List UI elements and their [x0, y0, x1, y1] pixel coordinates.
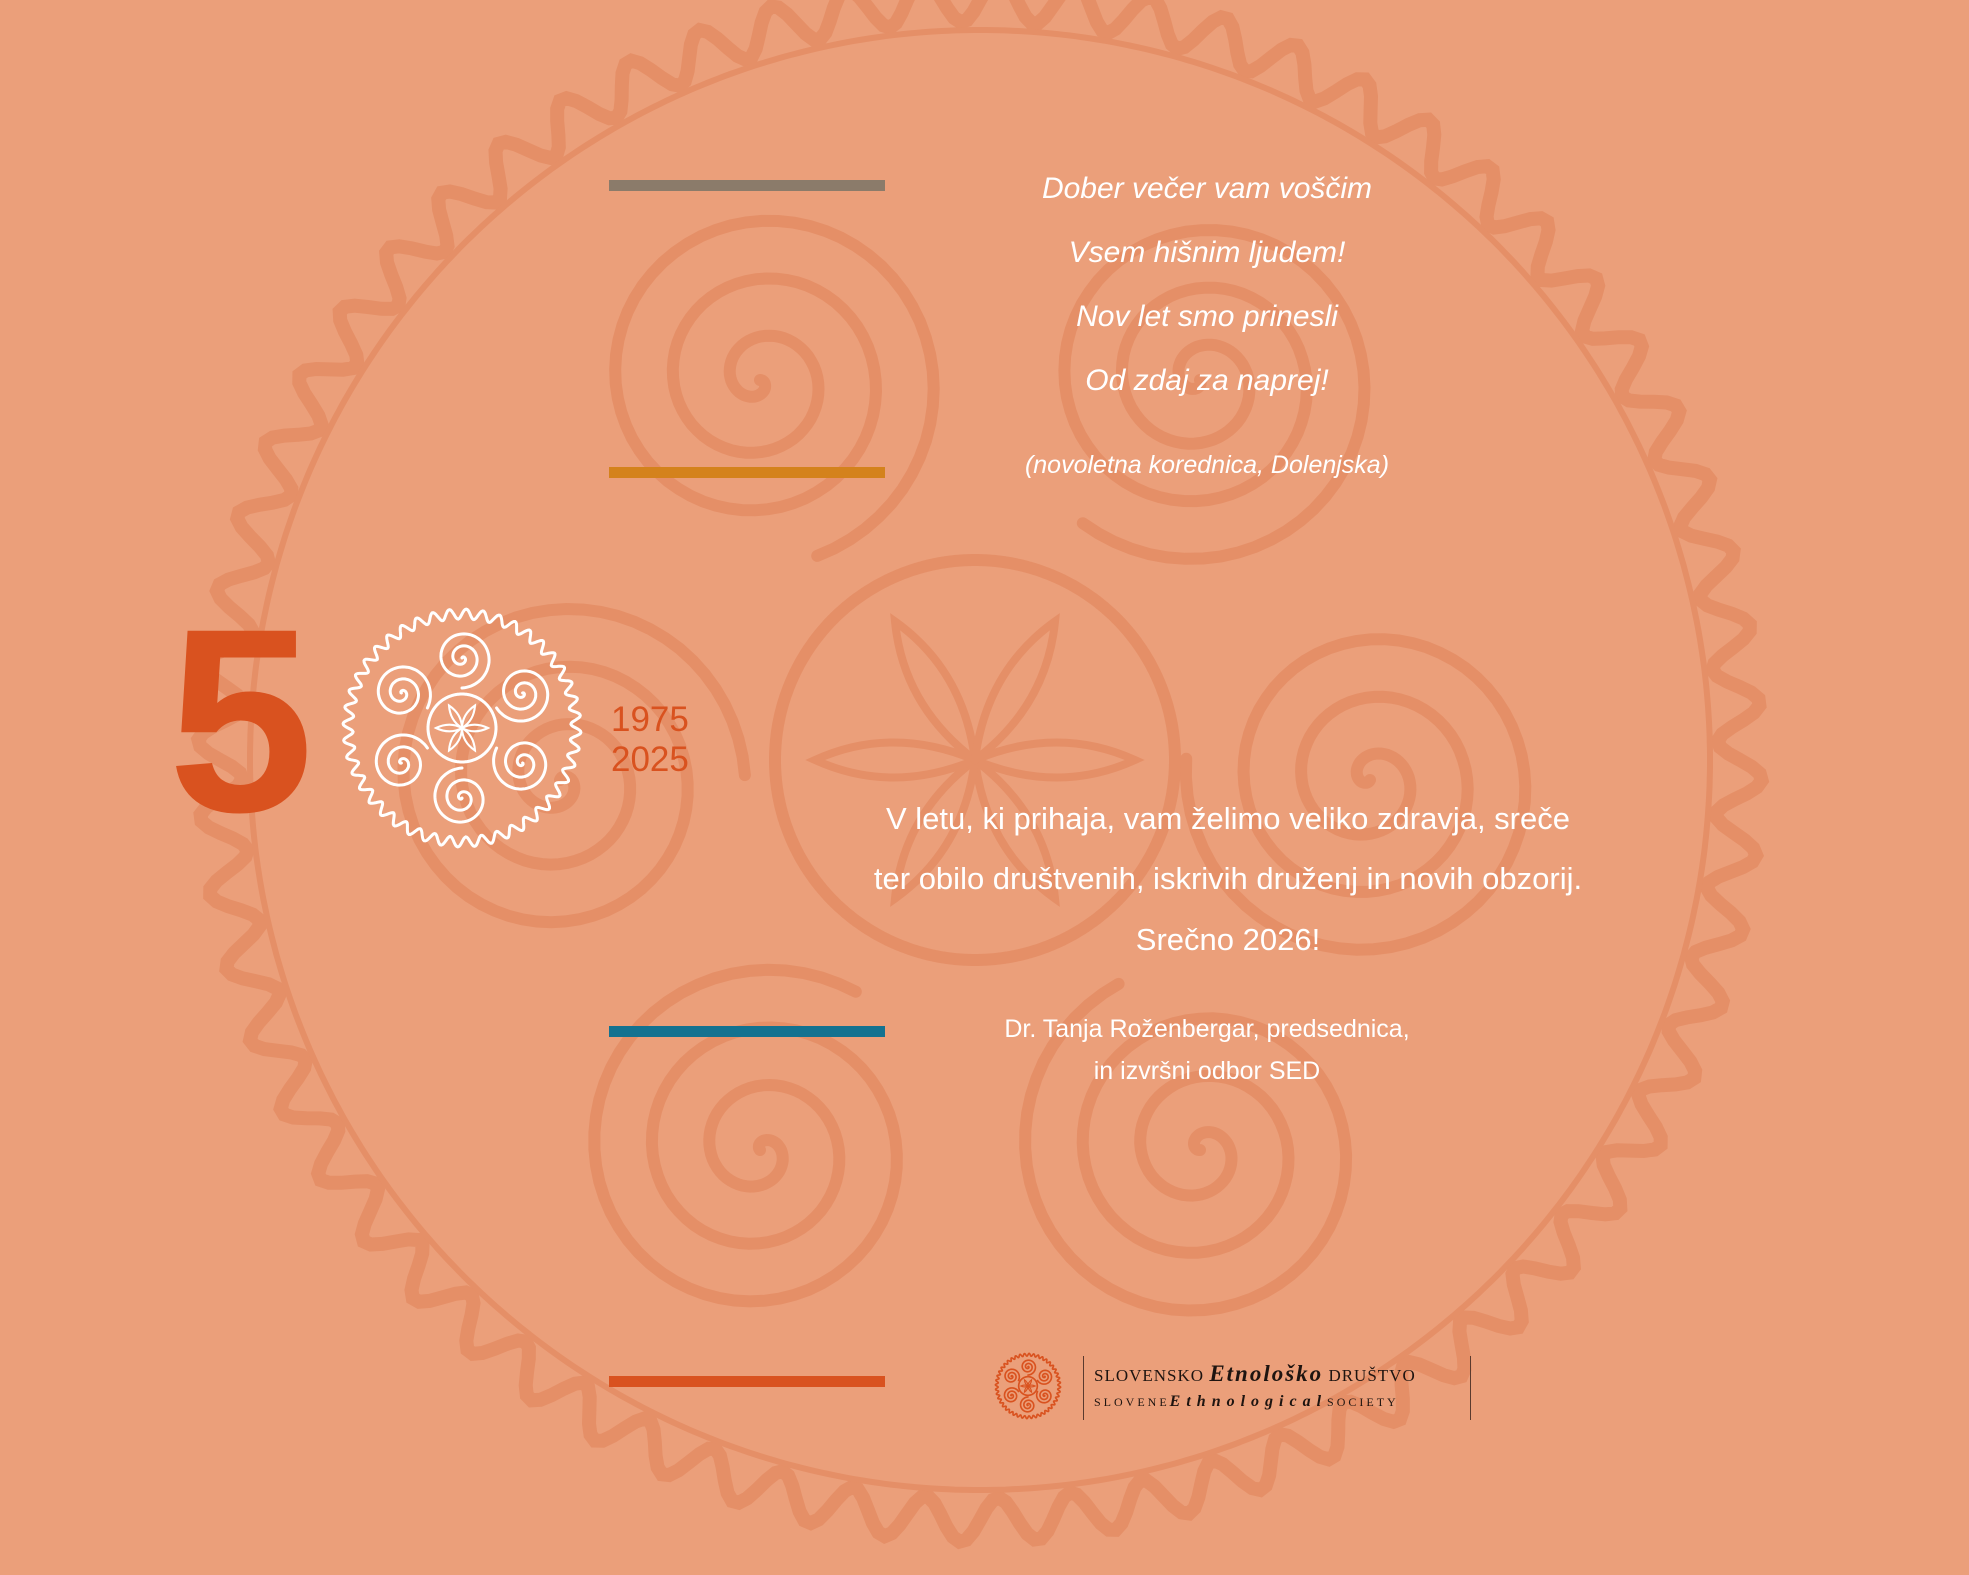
year-start: 1975 [611, 700, 689, 739]
spiral [594, 970, 896, 1302]
poem-line: Vsem hišnim ljudem! [1068, 236, 1346, 269]
logo-word: Etnološko [1209, 1361, 1324, 1386]
signature-line: Dr. Tanja Roženbergar, predsednica, [1004, 1015, 1410, 1043]
anniversary-emblem-icon [338, 604, 586, 852]
spiral [615, 221, 934, 556]
poem-line: Dober večer vam voščim [1041, 172, 1373, 205]
emblem-spiral [1037, 1370, 1051, 1384]
emblem-spiral [1005, 1369, 1019, 1382]
poem-source: (novoletna korednica, Dolenjska) [1024, 451, 1390, 479]
emblem-spiral [1005, 1388, 1019, 1402]
emblem-spiral [376, 735, 427, 785]
year-end: 2025 [611, 740, 689, 779]
emblem-spiral [435, 768, 483, 822]
emblem-spiral [497, 671, 548, 721]
anniversary-number: 5 [168, 574, 310, 867]
emblem-spiral [378, 667, 430, 713]
logo-word: SOCIETY [1327, 1395, 1399, 1409]
signature-line: in izvršni odbor SED [1093, 1057, 1321, 1085]
society-logo-icon [994, 1352, 1062, 1420]
emblem-spiral [441, 634, 489, 688]
petal [815, 742, 975, 777]
divider-blue [609, 1026, 885, 1037]
divider-orange [609, 1376, 885, 1387]
logo-divider [1470, 1356, 1471, 1420]
logo-text-en [1094, 1393, 1399, 1411]
emblem-spiral [1022, 1360, 1035, 1375]
divider-ochre [609, 467, 885, 478]
logo-word: SLOVENSKO [1094, 1366, 1205, 1385]
logo-text-sl [1094, 1361, 1416, 1387]
logo-word: SLOVENE [1094, 1395, 1170, 1409]
logo-word: Ethnological [1169, 1393, 1328, 1410]
emblem-spiral [1037, 1390, 1051, 1403]
emblem-spiral [494, 743, 546, 789]
greeting-line: Srečno 2026! [1135, 922, 1321, 957]
poem-line: Od zdaj za naprej! [1085, 364, 1329, 397]
logo-divider [1083, 1356, 1084, 1420]
spiral [1186, 639, 1525, 950]
petal [975, 742, 1135, 777]
greeting-line: ter obilo društvenih, iskrivih druženj in novih obzorij. [873, 861, 1583, 896]
logo-word: DRUŠTVO [1328, 1366, 1416, 1385]
greeting-line: V letu, ki prihaja, vam želimo veliko zdravja, sreče [886, 801, 1570, 836]
emblem-spiral [1021, 1397, 1034, 1412]
poem-line: Nov let smo prinesli [1076, 300, 1338, 333]
divider-grey [609, 180, 885, 191]
